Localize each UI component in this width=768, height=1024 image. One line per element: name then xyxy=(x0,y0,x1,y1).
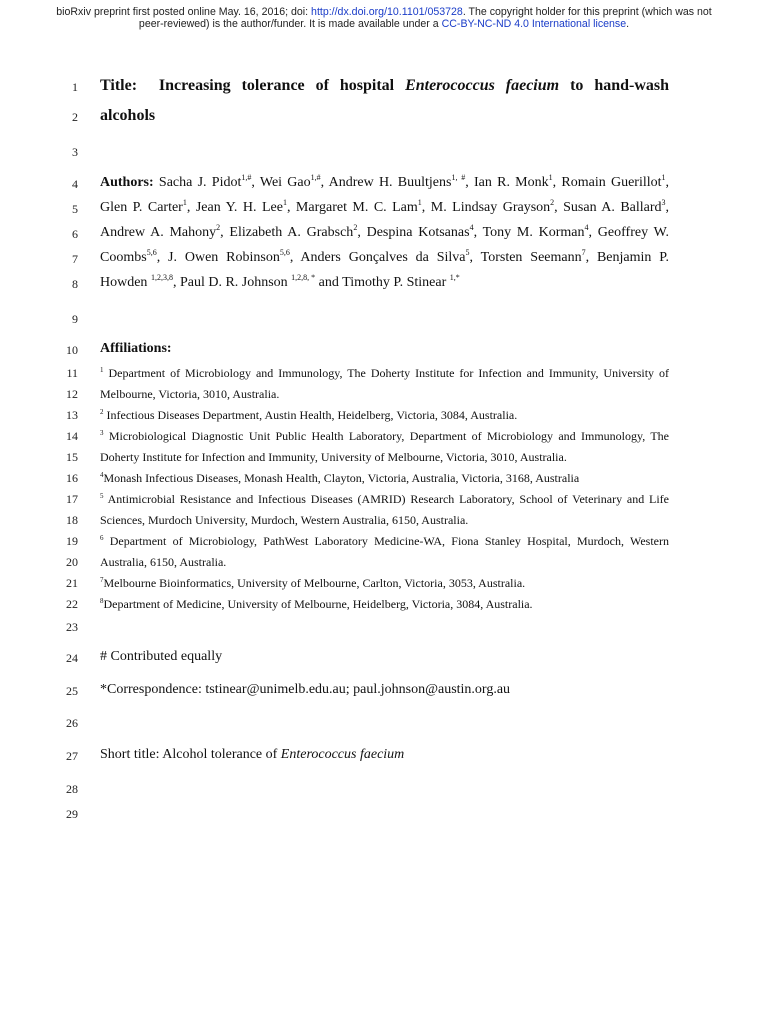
page-title-continued: alcohols xyxy=(100,107,156,124)
line-number: 22 xyxy=(66,597,78,611)
affiliation-item: $^2$ Infectious Diseases Department, Austin Health, Heidelberg, Victoria, 3084, Australia. xyxy=(100,408,518,422)
line-number: 11 xyxy=(66,366,78,380)
affiliation-item: $^6$ Department of Microbiology, PathWest Laboratory Medicine-WA, Fiona Stanley Hospital, Murdoch, Western xyxy=(100,534,670,548)
header-text: bioRxiv preprint first posted online May. 16, 2016; doi: xyxy=(56,6,312,18)
line-number: 18 xyxy=(66,513,78,527)
header-text: . The copyright holder for this preprint (which was not xyxy=(462,6,712,18)
authors-line: Glen P. Carter$^1$, Jean Y. H. Lee$^1$, Margaret M. C. Lam$^1$, M. Lindsay Grayson$^2$, Susan A. Ballard$^3$, xyxy=(100,198,670,215)
line-number: 3 xyxy=(72,145,78,159)
affiliation-item-continued: Australia, 6150, Australia. xyxy=(100,555,227,569)
affiliation-item: $^3$ Microbiological Diagnostic Unit Public Health Laboratory, Department of Microbiology and Immunology, The xyxy=(100,429,669,443)
line-number: 28 xyxy=(66,782,78,796)
affiliation-item-continued: Sciences, Murdoch University, Murdoch, Western Australia, 6150, Australia. xyxy=(100,513,469,527)
affiliation-item-continued: Doherty Institute for Infection and Immunity, University of Melbourne, Victoria, 3010, Australia. xyxy=(100,450,567,464)
line-number: 6 xyxy=(72,227,78,241)
line-number: 1 xyxy=(72,80,78,94)
authors-line: Andrew A. Mahony$^2$, Elizabeth A. Grabsch$^2$, Despina Kotsanas$^4$, Tony M. Korman$^4$, Geoffrey W. xyxy=(100,223,670,240)
line-number: 8 xyxy=(72,277,78,291)
line-number: 29 xyxy=(66,807,78,821)
authors-line: Howden $^{1,2,3,8}$, Paul D. R. Johnson $^{1,2,8, *}$ and Timothy P. Stinear $^{1,*}$ xyxy=(100,273,460,290)
line-number: 26 xyxy=(66,716,78,730)
line-number: 13 xyxy=(66,408,78,422)
line-number: 4 xyxy=(72,177,78,191)
doi-link[interactable]: http://dx.doi.org/10.1101/053728 xyxy=(311,6,463,18)
affiliations-heading: Affiliations: xyxy=(100,341,172,356)
line-number: 23 xyxy=(66,620,78,634)
line-number: 5 xyxy=(72,202,78,216)
line-number: 19 xyxy=(66,534,78,548)
affiliation-item-continued: Melbourne, Victoria, 3010, Australia. xyxy=(100,387,280,401)
short-title: Short title: Alcohol tolerance of Enterococcus faecium xyxy=(100,747,405,762)
species-name: Enterococcus faecium xyxy=(280,747,405,762)
line-number: 25 xyxy=(66,684,78,698)
affiliation-item: $^7$Melbourne Bioinformatics, University of Melbourne, Carlton, Victoria, 3053, Australia. xyxy=(100,576,526,590)
authors-line: Coombs$^{5,6}$, J. Owen Robinson$^{5,6}$, Anders Gonçalves da Silva$^5$, Torsten Seemann$^7$, Benjamin P. xyxy=(100,248,669,265)
license-link[interactable]: CC-BY-NC-ND 4.0 International license xyxy=(441,18,627,30)
line-number: 2 xyxy=(72,110,78,124)
line-number: 21 xyxy=(66,576,78,590)
line-number: 12 xyxy=(66,387,78,401)
contributed-note: # Contributed equally xyxy=(100,649,223,664)
line-number: 20 xyxy=(66,555,78,569)
line-number: 17 xyxy=(66,492,78,506)
affiliation-item: $^8$Department of Medicine, University of Melbourne, Heidelberg, Victoria, 3084, Australia. xyxy=(100,597,533,611)
header-text: . xyxy=(626,18,630,30)
line-number: 14 xyxy=(66,429,78,443)
affiliation-item: $^5$ Antimicrobial Resistance and Infectious Diseases (AMRID) Research Laboratory, School of Veterinary and Life xyxy=(100,492,669,506)
line-number: 10 xyxy=(66,343,78,357)
line-number: 27 xyxy=(66,749,78,763)
affiliation-item: $^4$Monash Infectious Diseases, Monash Health, Clayton, Victoria, Australia, Victoria, 3168, Australia xyxy=(100,471,580,485)
header-text: peer-reviewed) is the author/funder. It is made available under a xyxy=(138,18,442,30)
page-title: Title: Increasing tolerance of hospital Enterococcus faecium to hand-wash xyxy=(100,77,670,94)
authors-line: Authors: Sacha J. Pidot$^{1,\#}$, Wei Gao$^{1,\#}$, Andrew H. Buultjens$^{1, \#}$, Ian R. Monk$^1$, Romain Guerillot$^1$, xyxy=(100,173,670,190)
line-number: 7 xyxy=(72,252,78,266)
affiliation-item: $^1$ Department of Microbiology and Immunology, The Doherty Institute for Infection and Immunity, University of xyxy=(100,366,670,380)
correspondence-line: *Correspondence: tstinear@unimelb.edu.au; paul.johnson@austin.org.au xyxy=(100,682,511,697)
preprint-header xyxy=(40,6,728,30)
line-number: 9 xyxy=(72,312,78,326)
line-number: 16 xyxy=(66,471,78,485)
species-name: Enterococcus faecium xyxy=(405,77,560,94)
line-number: 15 xyxy=(66,450,78,464)
line-number: 24 xyxy=(66,651,78,665)
